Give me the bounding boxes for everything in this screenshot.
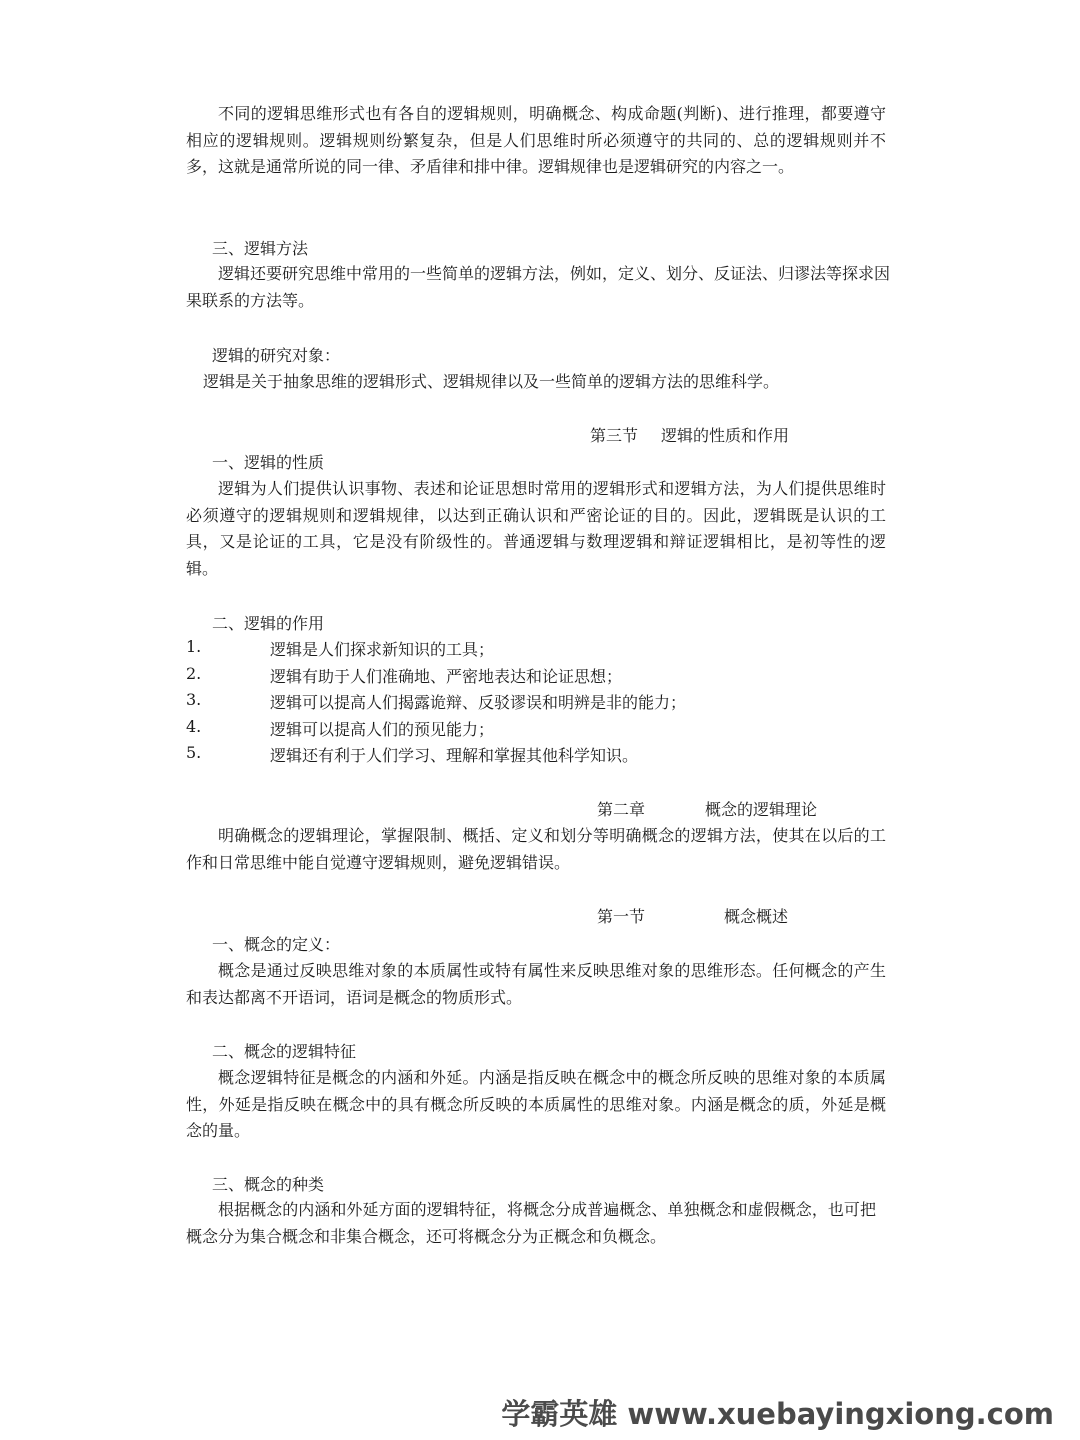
heading-logic-methods: 三、逻辑方法: [212, 239, 309, 258]
heading-logic-nature: 一、逻辑的性质: [212, 453, 325, 472]
heading-concept-features: 二、概念的逻辑特征: [212, 1042, 357, 1061]
paragraph-chapter-2-intro: 明确概念的逻辑理论，掌握限制、概括、定义和划分等明确概念的逻辑方法，使其在以后的工作和日常思维中能自觉遵守逻辑规则，避免逻辑错误。: [186, 826, 886, 872]
section-3-title: 逻辑的性质和作用: [661, 426, 790, 445]
chapter-2-title: 概念的逻辑理论: [705, 800, 818, 819]
list-number-2: 2.: [186, 664, 202, 683]
list-item-1: 逻辑是人们探求新知识的工具；: [270, 640, 495, 659]
heading-concept-kinds: 三、概念的种类: [212, 1175, 325, 1194]
paragraph-concept-definition: 概念是通过反映思维对象的本质属性或特有属性来反映思维对象的思维形态。任何概念的产生和表达都离不开语词，语词是概念的物质形式。: [186, 961, 886, 1007]
list-item-3: 逻辑可以提高人们揭露诡辩、反驳谬误和明辨是非的能力；: [270, 693, 687, 712]
section-3-number: 第三节: [590, 426, 639, 445]
heading-logic-role: 二、逻辑的作用: [212, 614, 325, 633]
chapter-2-number: 第二章: [597, 800, 646, 819]
text-research-object: 逻辑是关于抽象思维的逻辑形式、逻辑规律以及一些简单的逻辑方法的思维科学。: [203, 372, 780, 391]
site-watermark: 学霸英雄 www.xuebayingxiong.com: [501, 1397, 1054, 1431]
paragraph-logic-methods: 逻辑还要研究思维中常用的一些简单的逻辑方法，例如，定义、划分、反证法、归谬法等探求因果联系的方法等。: [186, 264, 891, 310]
list-number-4: 4.: [186, 717, 202, 736]
list-item-2: 逻辑有助于人们准确地、严密地表达和论证思想；: [270, 667, 623, 686]
section-1-number: 第一节: [597, 907, 646, 926]
list-number-1: 1.: [186, 637, 202, 656]
paragraph-logic-nature: 逻辑为人们提供认识事物、表述和论证思想时常用的逻辑形式和逻辑方法，为人们提供思维时必须遵守的逻辑规则和逻辑规律，以达到正确认识和严密论证的目的。因此，逻辑既是认识的工具，又是论证的工具，它是没有阶级性的。普通逻辑与数理逻辑和辩证逻辑相比，是初等性的逻辑。: [186, 479, 886, 578]
list-item-5: 逻辑还有利于人们学习、理解和掌握其他科学知识。: [270, 746, 639, 765]
paragraph-concept-kinds: 根据概念的内涵和外延方面的逻辑特征，将概念分成普遍概念、单独概念和虚假概念，也可把概念分为集合概念和非集合概念，还可将概念分为正概念和负概念。: [186, 1200, 876, 1246]
list-item-4: 逻辑可以提高人们的预见能力；: [270, 720, 495, 739]
list-number-3: 3.: [186, 690, 202, 709]
paragraph-concept-features: 概念逻辑特征是概念的内涵和外延。内涵是指反映在概念中的概念所反映的思维对象的本质属性，外延是指反映在概念中的具有概念所反映的本质属性的思维对象。内涵是概念的质，外延是概念的量。: [186, 1068, 886, 1140]
paragraph-logic-rules: 不同的逻辑思维形式也有各自的逻辑规则，明确概念、构成命题(判断)、进行推理，都要遵守相应的逻辑规则。逻辑规则纷繁复杂，但是人们思维时所必须遵守的共同的、总的逻辑规则并不多，这就是通常所说的同一律、矛盾律和排中律。逻辑规律也是逻辑研究的内容之一。: [186, 104, 886, 176]
heading-concept-definition: 一、概念的定义：: [212, 935, 341, 954]
label-research-object: 逻辑的研究对象：: [212, 346, 341, 365]
section-1-title: 概念概述: [724, 907, 789, 926]
list-number-5: 5.: [186, 743, 202, 762]
